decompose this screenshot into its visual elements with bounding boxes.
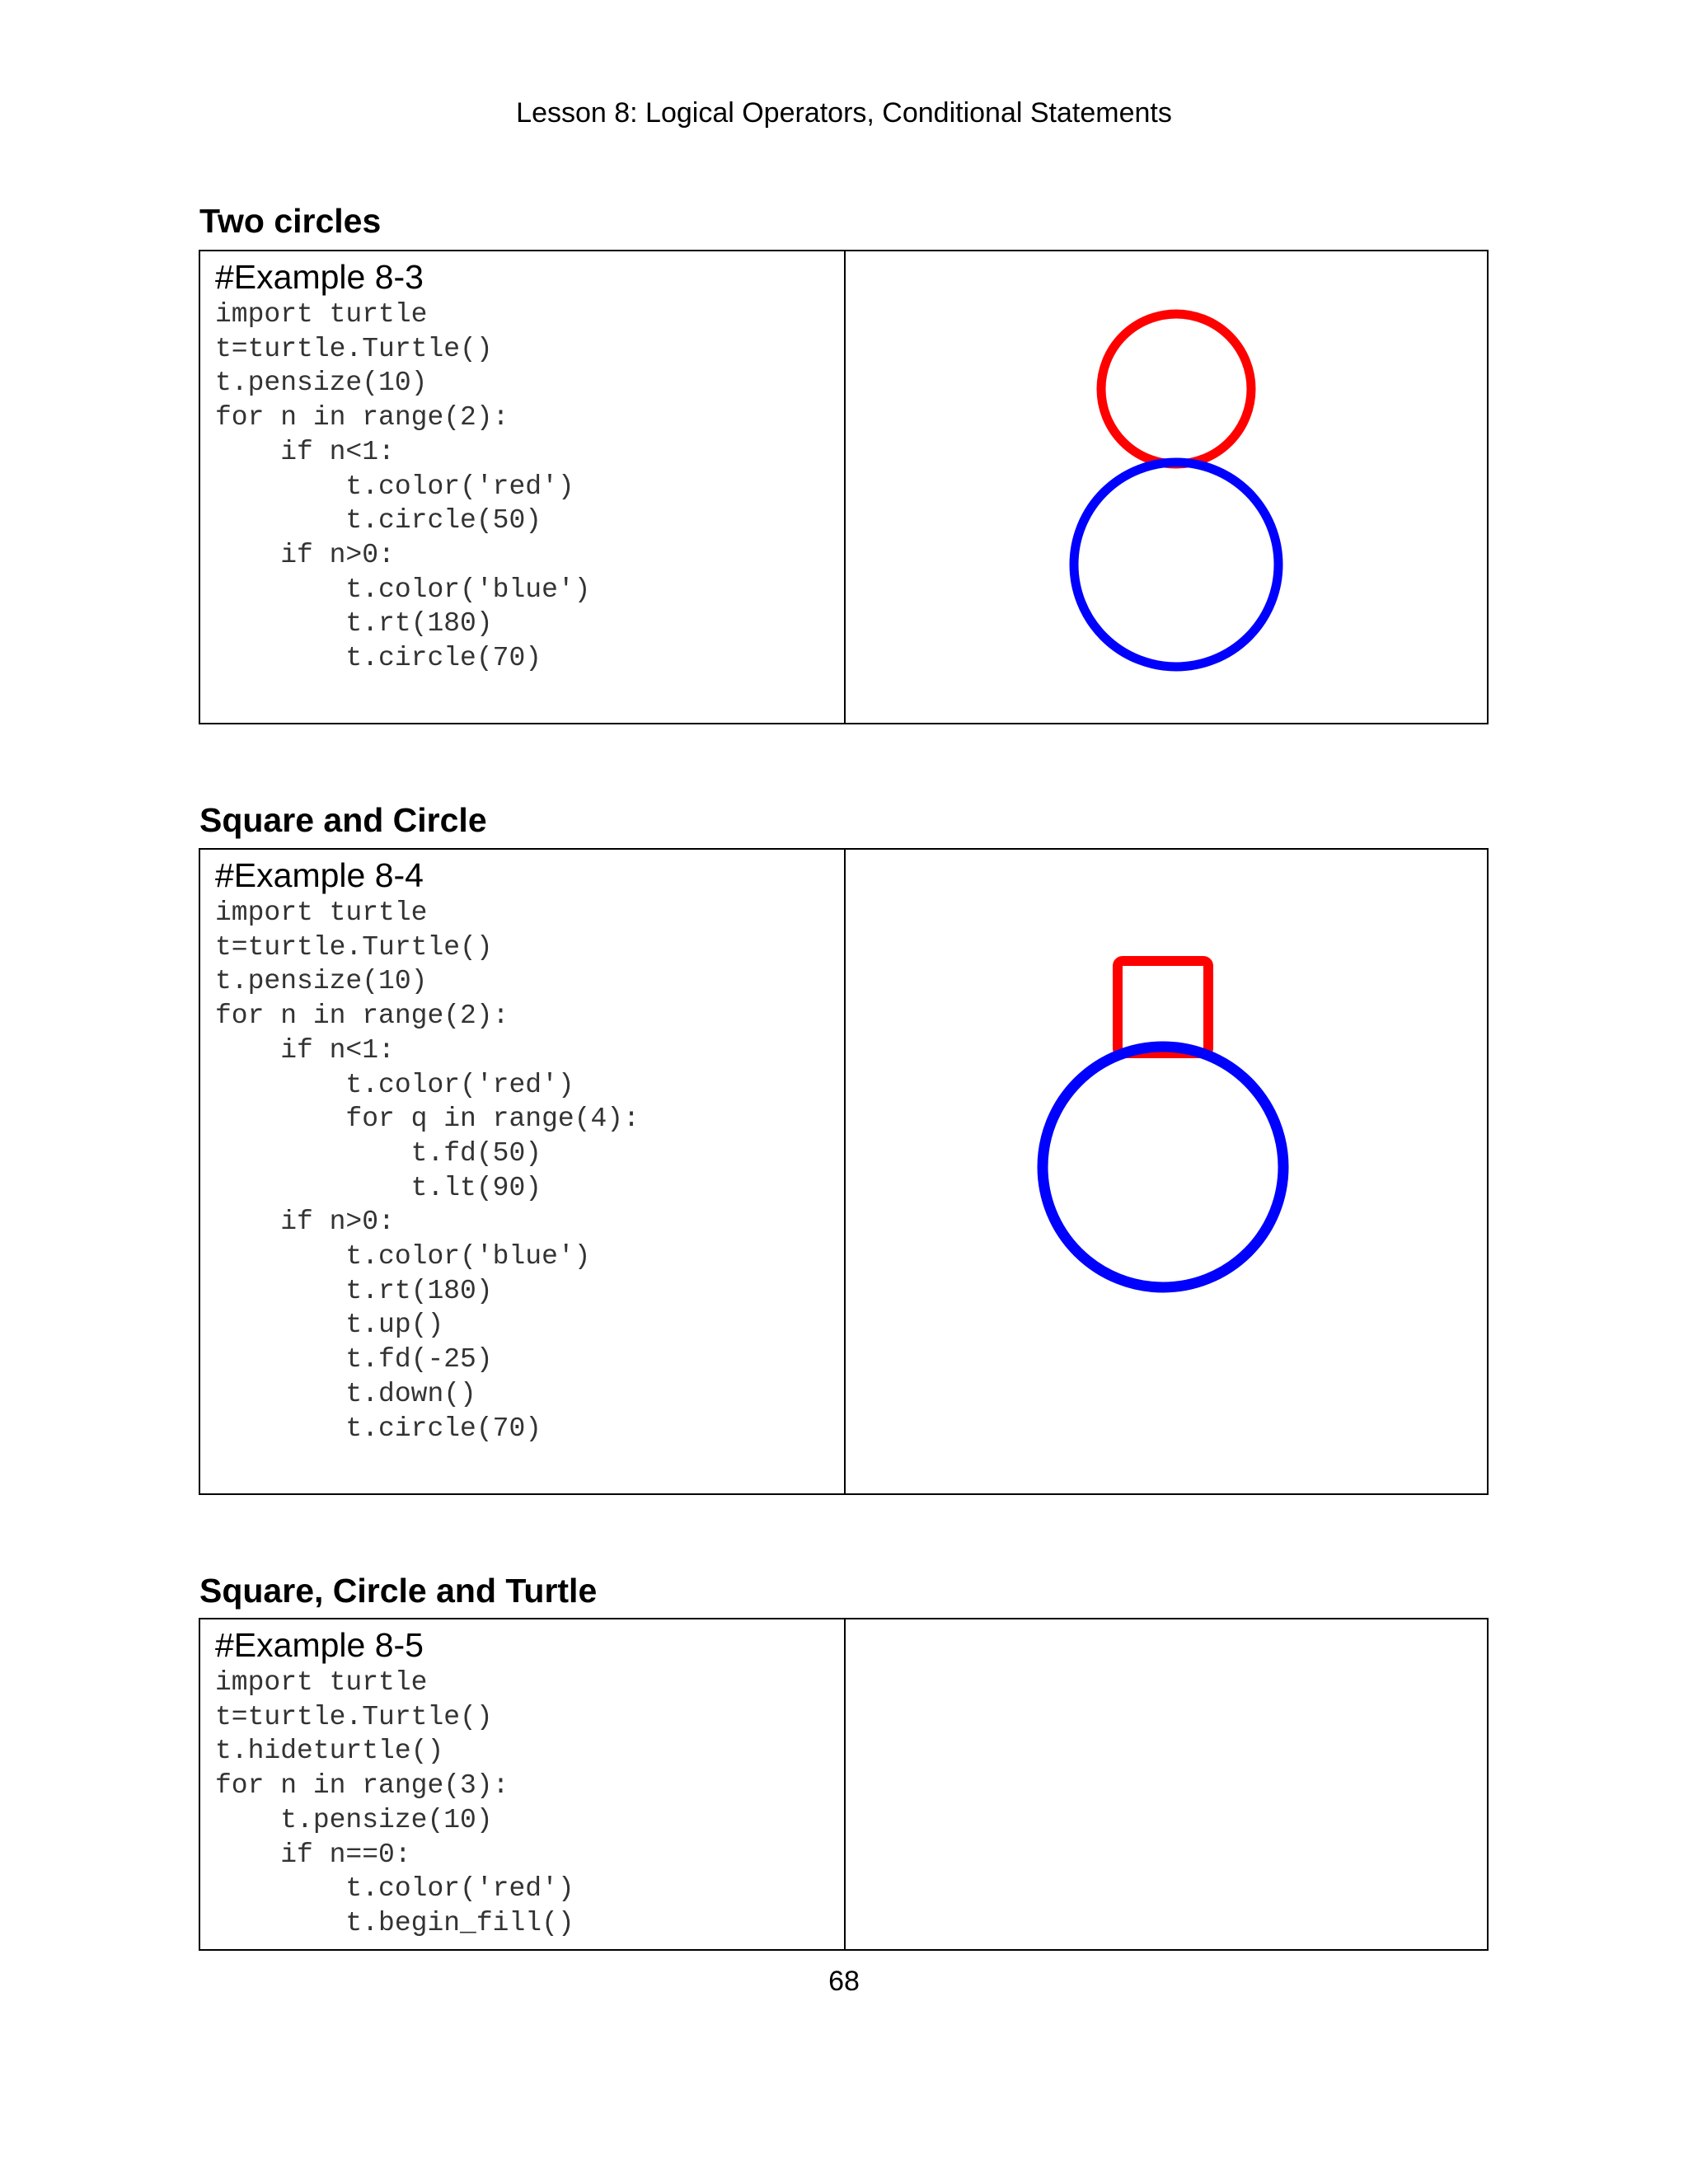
output-cell bbox=[846, 251, 1487, 723]
code-line: t.fd(50) bbox=[215, 1137, 542, 1169]
code-line: t.circle(50) bbox=[215, 505, 542, 537]
code-line: if n<1: bbox=[215, 1034, 395, 1066]
code-block bbox=[215, 298, 844, 676]
code-line: t=turtle.Turtle() bbox=[215, 1701, 493, 1732]
code-line: t.lt(90) bbox=[215, 1172, 542, 1203]
output-cell bbox=[846, 850, 1487, 1493]
code-line: if n==0: bbox=[215, 1839, 411, 1870]
red-circle bbox=[1101, 314, 1251, 464]
code-line: t.color('red') bbox=[215, 471, 574, 502]
red-square bbox=[1118, 961, 1208, 1053]
code-line: for n in range(2): bbox=[215, 402, 509, 434]
code-line: if n>0: bbox=[215, 1207, 395, 1238]
code-block bbox=[215, 1666, 844, 1941]
example-8-4-box bbox=[199, 848, 1489, 1495]
example-8-5-box bbox=[199, 1618, 1489, 1951]
code-line: if n<1: bbox=[215, 436, 395, 467]
section-title-square-and-circle: Square and Circle bbox=[199, 801, 487, 839]
code-line: t.down() bbox=[215, 1378, 476, 1409]
code-line: import turtle bbox=[215, 898, 428, 928]
code-line: t.color('red') bbox=[215, 1069, 574, 1100]
code-line: t.hideturtle() bbox=[215, 1736, 444, 1767]
code-line: if n>0: bbox=[215, 539, 395, 570]
turtle-output-drawing bbox=[846, 850, 1489, 1493]
code-cell bbox=[200, 251, 846, 723]
code-line: for q in range(4): bbox=[215, 1104, 640, 1135]
section-title-two-circles: Two circles bbox=[199, 202, 382, 240]
code-cell bbox=[200, 1619, 846, 1949]
code-line: import turtle bbox=[215, 299, 428, 330]
page-number: 68 bbox=[828, 1966, 860, 1997]
example-label: #Example 8-4 bbox=[215, 856, 424, 894]
code-line: t.up() bbox=[215, 1310, 444, 1341]
example-label: #Example 8-5 bbox=[215, 1626, 424, 1664]
code-line: t.pensize(10) bbox=[215, 368, 428, 399]
code-line: t.rt(180) bbox=[215, 608, 493, 640]
section-title-square-circle-turtle: Square, Circle and Turtle bbox=[199, 1572, 598, 1610]
page-header: Lesson 8: Logical Operators, Conditional Statements bbox=[516, 97, 1172, 129]
code-line: t.pensize(10) bbox=[215, 1804, 493, 1835]
code-line: for n in range(2): bbox=[215, 1001, 509, 1032]
code-line: t.begin_fill() bbox=[215, 1907, 574, 1938]
blue-circle bbox=[1043, 1047, 1283, 1287]
code-line: import turtle bbox=[215, 1667, 428, 1698]
example-label: #Example 8-3 bbox=[215, 258, 424, 296]
code-cell bbox=[200, 850, 846, 1493]
example-8-3-box bbox=[199, 250, 1489, 724]
code-line: t.rt(180) bbox=[215, 1275, 493, 1306]
code-line: t.circle(70) bbox=[215, 1413, 542, 1444]
code-line: t.color('blue') bbox=[215, 574, 591, 605]
output-cell bbox=[846, 1619, 1487, 1949]
code-line: t=turtle.Turtle() bbox=[215, 333, 493, 364]
code-line: t.fd(-25) bbox=[215, 1344, 493, 1376]
blue-circle bbox=[1074, 462, 1278, 667]
code-line: t.pensize(10) bbox=[215, 966, 428, 997]
code-line: t.color('blue') bbox=[215, 1241, 591, 1272]
code-line: t.color('red') bbox=[215, 1873, 574, 1905]
turtle-output-drawing bbox=[846, 251, 1489, 723]
code-line: t.circle(70) bbox=[215, 643, 542, 674]
code-line: for n in range(3): bbox=[215, 1770, 509, 1802]
code-block bbox=[215, 896, 844, 1446]
code-line: t=turtle.Turtle() bbox=[215, 931, 493, 963]
